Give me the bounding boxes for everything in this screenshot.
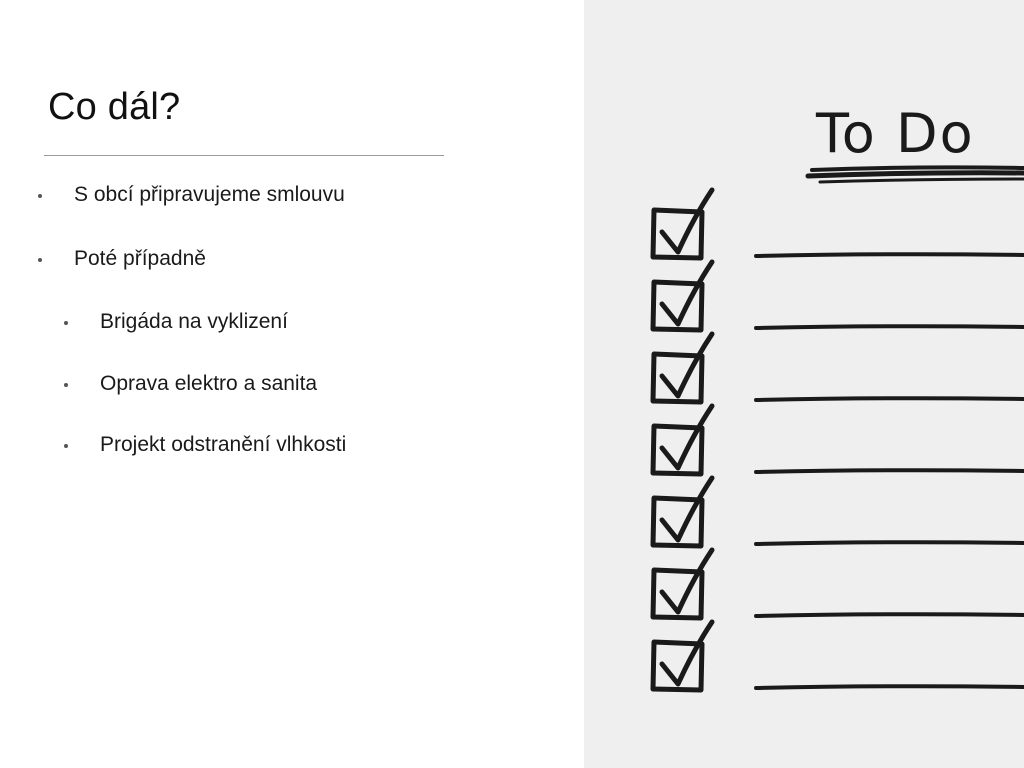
todo-line — [756, 398, 1024, 400]
checklist-row — [653, 406, 1024, 474]
bullet-text: S obcí připravujeme smlouvu — [74, 183, 345, 206]
checklist-row — [653, 262, 1024, 330]
bullet-dot-icon — [38, 258, 42, 262]
bullet-dot-icon — [64, 444, 68, 448]
todo-line — [756, 326, 1024, 328]
checkmark-icon — [662, 334, 712, 396]
todo-heading: To Do — [816, 102, 975, 165]
checkmark-icon — [662, 190, 712, 252]
checklist-row — [653, 478, 1024, 546]
slide-title: Co dál? — [48, 86, 181, 128]
todo-illustration — [584, 0, 1024, 768]
checklist-icon — [584, 0, 1024, 768]
checklist-rows — [653, 190, 1024, 690]
todo-line — [756, 542, 1024, 544]
bullet-text: Oprava elektro a sanita — [100, 372, 318, 395]
checkmark-icon — [662, 550, 712, 612]
bullet-dot-icon — [64, 383, 68, 387]
checkmark-icon — [662, 262, 712, 324]
checklist-row — [653, 622, 1024, 690]
checklist-row — [653, 550, 1024, 618]
bullet-text: Brigáda na vyklizení — [100, 310, 288, 333]
title-divider — [44, 155, 444, 156]
todo-line — [756, 614, 1024, 616]
checklist-row — [653, 334, 1024, 402]
heading-underline — [808, 167, 1024, 182]
todo-line — [756, 686, 1024, 688]
checkmark-icon — [662, 478, 712, 540]
bullet-dot-icon — [64, 321, 68, 325]
checkmark-icon — [662, 622, 712, 684]
checkmark-icon — [662, 406, 712, 468]
todo-line — [756, 254, 1024, 256]
bullet-text: Projekt odstranění vlhkosti — [100, 433, 347, 456]
todo-line — [756, 470, 1024, 472]
bullet-text: Poté případně — [74, 247, 206, 270]
bullet-dot-icon — [38, 194, 42, 198]
checklist-row — [653, 190, 1024, 258]
